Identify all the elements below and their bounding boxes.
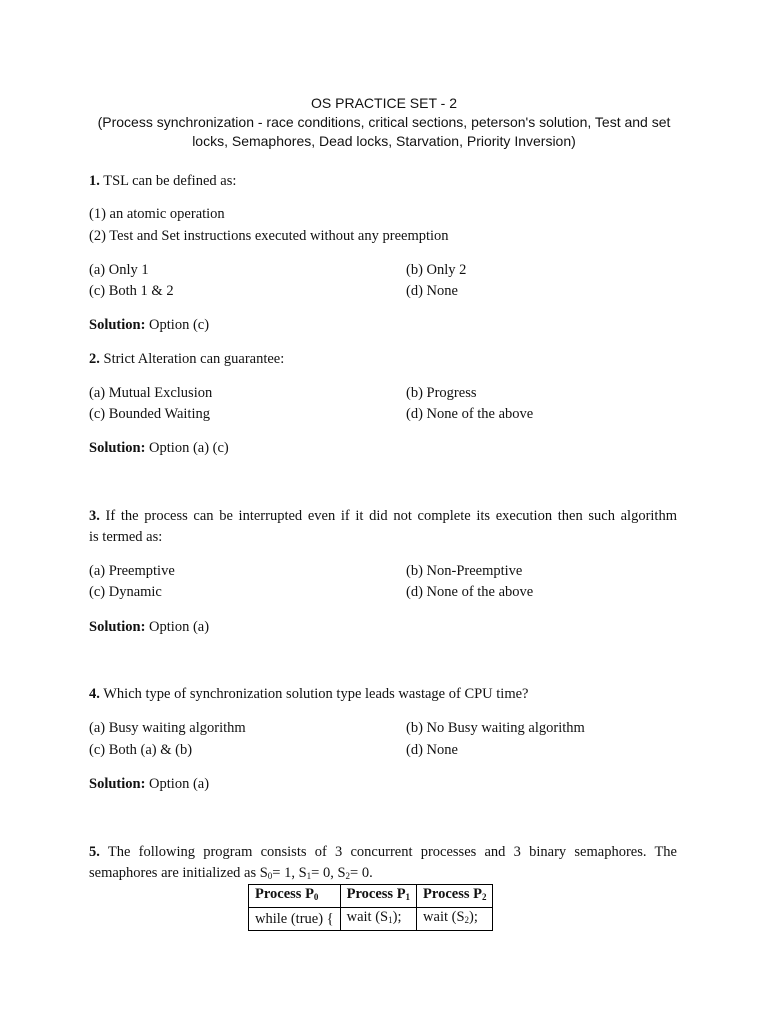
question-4 bbox=[89, 685, 529, 703]
question-3-solution bbox=[89, 618, 209, 636]
question-1-option-d: (d) None bbox=[406, 283, 458, 299]
cell-text-suffix: ); bbox=[469, 909, 478, 925]
question-text-line-1: The following program consists of 3 concurrent processes and 3 binary semaphores. The bbox=[107, 844, 677, 860]
question-4-solution bbox=[89, 775, 209, 793]
page-title: OS PRACTICE SET - 2 bbox=[311, 95, 457, 111]
question-3-option-c: (c) Dynamic bbox=[89, 584, 162, 600]
table-cell-p1 bbox=[340, 908, 416, 931]
question-1-statement-1: (1) an atomic operation bbox=[89, 206, 225, 222]
header-label: Process P bbox=[255, 886, 314, 902]
s2-value: = 0. bbox=[350, 865, 373, 881]
s1-subscript: 1 bbox=[306, 871, 312, 881]
question-1-statement-2: (2) Test and Set instructions executed without any preemption bbox=[89, 228, 449, 244]
cell-subscript: 2 bbox=[464, 915, 470, 925]
table-header-row bbox=[249, 885, 493, 908]
header-subscript: 1 bbox=[405, 892, 411, 902]
cell-text-suffix: ); bbox=[392, 909, 402, 925]
question-4-option-c: (c) Both (a) & (b) bbox=[89, 742, 193, 758]
page-subtitle-line-2: locks, Semaphores, Dead locks, Starvation, Priority Inversion) bbox=[192, 133, 576, 149]
header-label: Process P bbox=[423, 886, 482, 902]
cell-text: wait (S bbox=[346, 909, 389, 925]
question-text: Which type of synchronization solution type leads wastage of CPU time? bbox=[103, 686, 529, 702]
header-label: Process P bbox=[346, 886, 406, 902]
question-1-option-c: (c) Both 1 & 2 bbox=[89, 283, 174, 299]
table-cell-p2 bbox=[417, 908, 493, 931]
question-3 bbox=[89, 507, 677, 525]
question-4-option-d: (d) None bbox=[406, 742, 458, 758]
solution-label: Solution: bbox=[89, 776, 146, 792]
question-2-option-d: (d) None of the above bbox=[406, 406, 534, 422]
solution-text: Option (a) bbox=[149, 619, 210, 635]
question-2-option-c: (c) Bounded Waiting bbox=[89, 406, 210, 422]
question-4-option-a: (a) Busy waiting algorithm bbox=[89, 720, 246, 736]
solution-text: Option (a) (c) bbox=[149, 440, 229, 456]
solution-text: Option (a) bbox=[149, 776, 210, 792]
question-number: 3. bbox=[89, 508, 100, 524]
question-text-line-1: If the process can be interrupted even if it did not complete its execution then such algorithm bbox=[105, 508, 677, 524]
header-subscript: 2 bbox=[481, 892, 487, 902]
question-5-text-line-2 bbox=[89, 864, 373, 885]
question-3-text-line-2: is termed as: bbox=[89, 529, 163, 545]
solution-label: Solution: bbox=[89, 440, 146, 456]
cell-subscript: 1 bbox=[388, 915, 393, 925]
table-header-p0 bbox=[249, 885, 341, 908]
page-subtitle-line-1: (Process synchronization - race conditions, critical sections, peterson's solution, Test and set bbox=[97, 114, 671, 130]
question-4-option-b: (b) No Busy waiting algorithm bbox=[406, 720, 585, 736]
semaphore-init-prefix: semaphores are initialized as S bbox=[89, 865, 268, 881]
question-1 bbox=[89, 172, 236, 190]
table-header-p2 bbox=[417, 885, 493, 908]
question-3-option-b: (b) Non-Preemptive bbox=[406, 563, 523, 579]
question-2-solution bbox=[89, 439, 229, 457]
question-2-option-b: (b) Progress bbox=[406, 385, 477, 401]
s0-value: = 1, S bbox=[272, 865, 307, 881]
table-row bbox=[249, 908, 493, 931]
question-number: 2. bbox=[89, 351, 100, 367]
question-number: 4. bbox=[89, 686, 100, 702]
question-number: 5. bbox=[89, 844, 100, 860]
question-number: 1. bbox=[89, 173, 100, 189]
process-table bbox=[248, 884, 493, 931]
table-header-p1 bbox=[340, 885, 416, 908]
solution-label: Solution: bbox=[89, 317, 146, 333]
question-1-option-b: (b) Only 2 bbox=[406, 262, 467, 278]
s1-value: = 0, S bbox=[311, 865, 346, 881]
question-5 bbox=[89, 843, 677, 861]
solution-label: Solution: bbox=[89, 619, 146, 635]
solution-text: Option (c) bbox=[149, 317, 210, 333]
header-subscript: 0 bbox=[313, 892, 319, 902]
question-3-option-d: (d) None of the above bbox=[406, 584, 534, 600]
question-text: TSL can be defined as: bbox=[103, 173, 237, 189]
question-1-solution bbox=[89, 316, 209, 334]
s2-subscript: 2 bbox=[345, 871, 351, 881]
question-2 bbox=[89, 350, 284, 368]
question-1-option-a: (a) Only 1 bbox=[89, 262, 149, 278]
table-cell-p0: while (true) { bbox=[249, 908, 341, 931]
question-2-option-a: (a) Mutual Exclusion bbox=[89, 385, 213, 401]
question-3-option-a: (a) Preemptive bbox=[89, 563, 175, 579]
s0-subscript: 0 bbox=[267, 871, 273, 881]
question-text: Strict Alteration can guarantee: bbox=[103, 351, 285, 367]
cell-text: wait (S bbox=[423, 909, 465, 925]
